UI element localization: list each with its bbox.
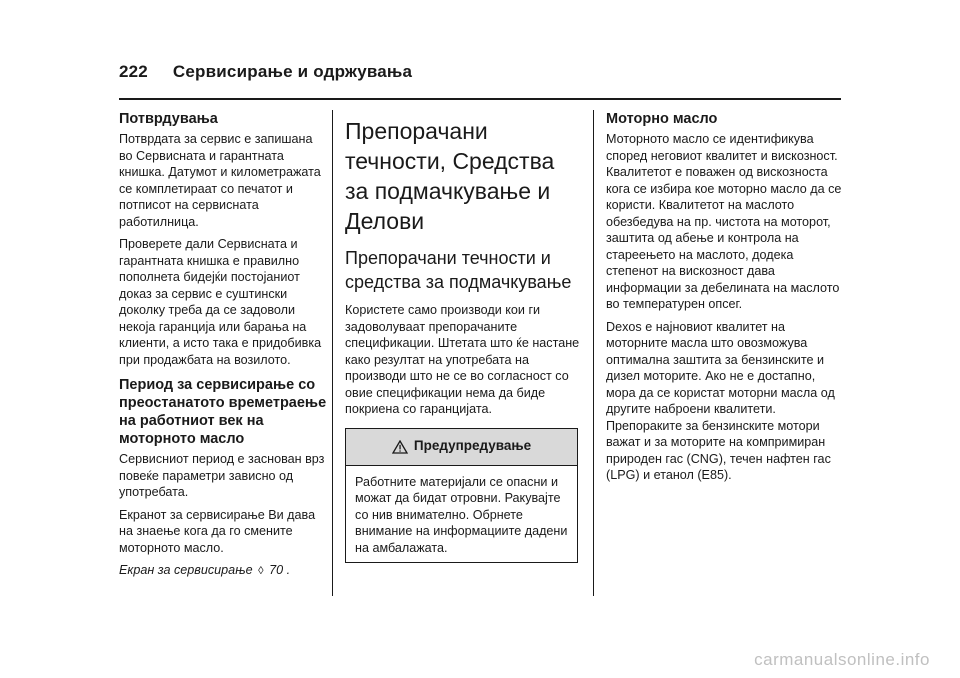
heading-engine-oil: Моторно масло bbox=[606, 111, 718, 127]
section-title: Сервисирање и одржувања bbox=[172, 62, 413, 81]
heading-service-period: Период за сервисирање со преостанатото времетраење на работниот век на моторното масло bbox=[119, 377, 327, 447]
column-divider-2 bbox=[593, 110, 594, 596]
paragraph: Моторното масло се идентификува според неговиот квалитет и вискозност. Квалитетот е поважен од вискозноста кога се избира кое моторно масло да се користи. Квалитетот на маслото обезбедува на пр. чистота на моторот, заштита од абење и контрола на стареењето на маслото, додека степенот на вискозност дава информации за дебелината на маслото во температурен опсег. bbox=[606, 132, 842, 311]
warning-triangle-icon bbox=[392, 440, 408, 454]
warning-header bbox=[346, 429, 577, 466]
header-rule bbox=[119, 98, 841, 100]
paragraph: Потврдата за сервис е запишана во Сервисната и гарантната книшка. Датумот и километражата се комплетираат со печатот и потписот на сервисната работилница. bbox=[119, 132, 321, 229]
reference-text: Екран за сервисирање bbox=[119, 563, 253, 577]
warning-heading: Предупредување bbox=[413, 438, 532, 454]
paragraph: Проверете дали Сервисната и гарантната книшка е правилно пополнета бидејќи постојаниот доказ за сервис е суштински доколку треба да се задоволи некоја гаранција или барања на клиенти, а исто така е придобивка при продажбата на возилото. bbox=[119, 237, 322, 367]
column-middle bbox=[345, 110, 580, 563]
watermark: carmanualsonline.info bbox=[754, 650, 930, 669]
paragraph: Користете само производи кои ги задоволуваат препорачаните спецификации. Штетата што ќе настане како резултат на употребата на производи што не се во согласност со овие спецификации нема да биде покриена со гаранцијата. bbox=[345, 303, 580, 416]
page-number: 222 bbox=[119, 62, 148, 81]
section-subtitle: Препорачани течности и средства за подмачкување bbox=[345, 248, 572, 292]
heading-confirmations: Потврдувања bbox=[119, 111, 218, 127]
warning-text: Работните материјали се опасни и можат да бидат отровни. Ракувајте со нив внимателно. Обрнете внимание на информациите дадени на амбалажата. bbox=[355, 474, 568, 555]
paragraph: Dexos е најновиот квалитет на моторните масла што овозможува оптимална заштита за бензинските и дизел моторите. Ако не е достапно, мора да се користат моторни масла од другите наброени квалитети. Препораките за бензинските мотори важат и за моторите на компримиран природен гас (CNG), течен нафтен гас (LPG) и етанол (E85). bbox=[606, 319, 835, 482]
column-right bbox=[606, 110, 846, 490]
paragraph: Екранот за сервисирање Ви дава на знаење кога да го смените моторното масло. bbox=[119, 507, 316, 555]
page-ref-icon: ◊ bbox=[258, 565, 264, 577]
cross-reference[interactable] bbox=[119, 562, 327, 580]
column-left bbox=[119, 110, 327, 586]
page-header bbox=[119, 62, 412, 82]
paragraph: Сервисниот период е заснован врз повеќе параметри зависно од употребата. bbox=[119, 452, 325, 499]
reference-page: 70 . bbox=[269, 563, 291, 577]
warning-box bbox=[345, 428, 578, 564]
chapter-title: Препорачани течности, Средства за подмачкување и Делови bbox=[345, 118, 555, 234]
column-divider-1 bbox=[332, 110, 333, 596]
